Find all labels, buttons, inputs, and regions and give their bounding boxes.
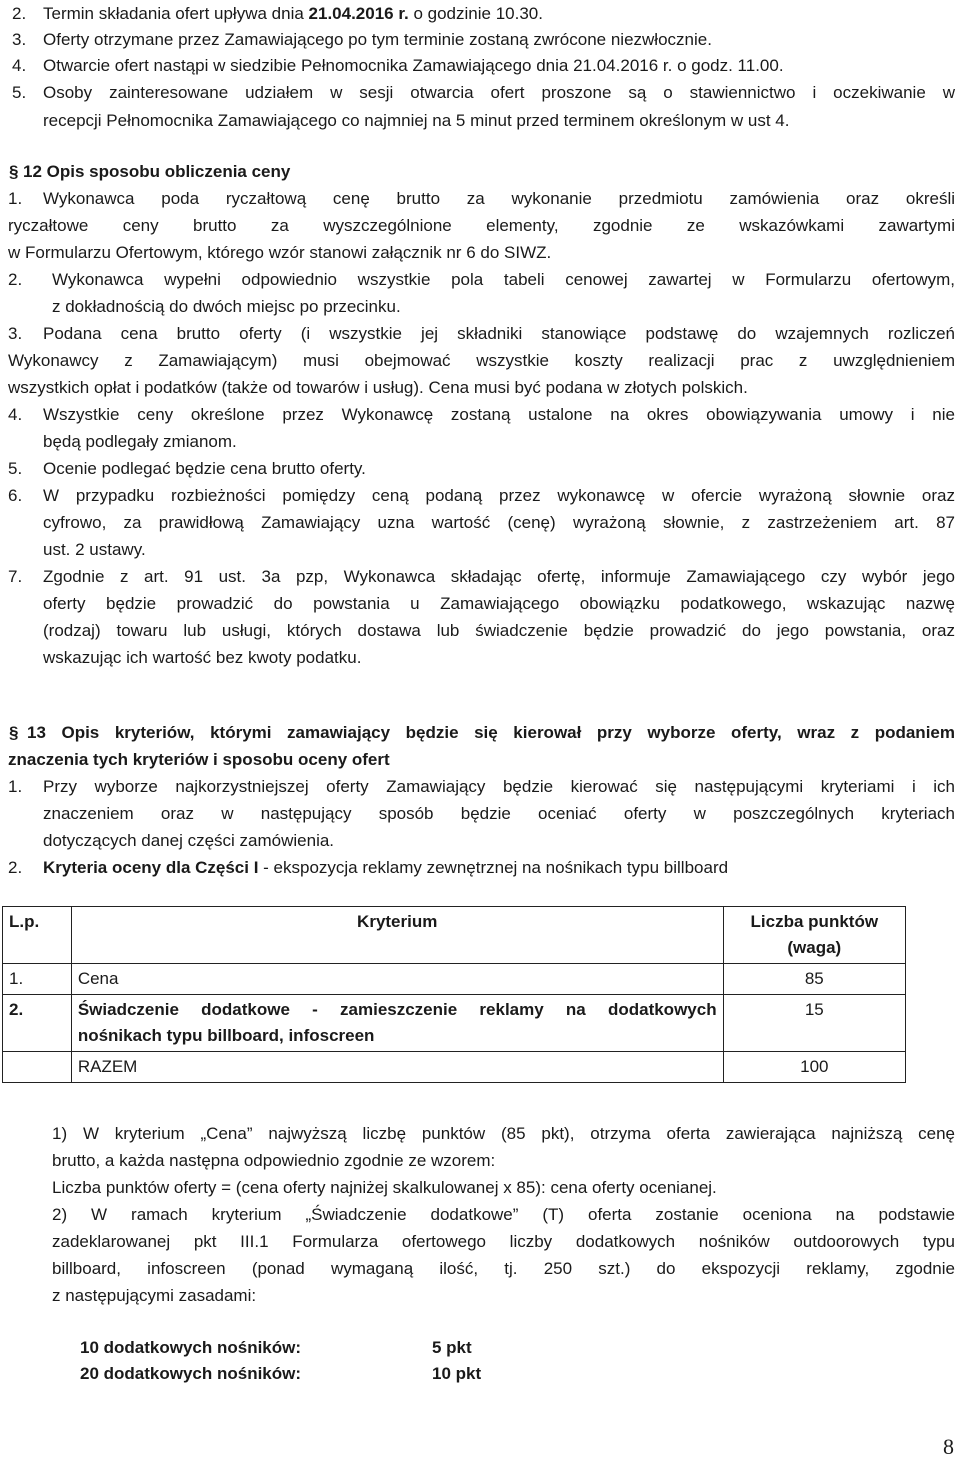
list-number: 6. (8, 486, 23, 505)
note-text: z następującymi zasadami: (52, 1286, 257, 1305)
list-item-text: Osoby zainteresowane udziałem w sesji otwarcia ofert proszone są o stawiennictwo i oczekiwanie w (43, 83, 955, 102)
list-item-text: (rodzaj) towaru lub usługi, których dostawa lub świadczenie będzie prowadzić do jego powstania, oraz (43, 621, 955, 640)
note-text: brutto, a każda następna odpowiednio zgodnie ze wzorem: (52, 1151, 496, 1170)
note-text: 2) W ramach kryterium „Świadczenie dodatkowe” (T) oferta zostanie oceniona na podstawie (52, 1205, 955, 1224)
total-label: RAZEM (71, 1052, 723, 1083)
row-lp: 1. (3, 964, 72, 995)
list-item-text: oferty będzie prowadzić do powstania u Zamawiającego obowiązku podatkowego, wskazując nazwę (43, 594, 955, 613)
list-number: 2. (12, 4, 27, 23)
list-item-text: Otwarcie ofert nastąpi w siedzibie Pełnomocnika Zamawiającego dnia 21.04.2016 r. o godz. 11.00. (43, 56, 784, 75)
header-lp: L.p. (3, 907, 72, 964)
row-points: 15 (723, 995, 905, 1052)
list-item-text: z dokładnością do dwóch miejsc po przecinku. (52, 297, 401, 316)
list-number: 2. (8, 858, 23, 877)
row-lp: 2. (3, 995, 72, 1052)
list-item-text: Wszystkie ceny określone przez Wykonawcę zostaną ustalone na okres obowiązywania umowy i nie (43, 405, 955, 424)
list-item-text: ust. 2 ustawy. (43, 540, 146, 559)
table-total-row (3, 1052, 906, 1083)
list-number: 3. (12, 30, 27, 49)
list-item-text: dotyczących danej części zamówienia. (43, 831, 335, 850)
section-mark-icon: § (9, 162, 19, 181)
list-number: 2. (8, 270, 23, 289)
note-text: zadeklarowanej pkt III.1 Formularza ofertowego liczby dodatkowych nośników outdoorowych typu (52, 1232, 955, 1251)
table-header-row (3, 907, 906, 964)
table-row (3, 995, 906, 1052)
scoring-label: 10 dodatkowych nośników: (80, 1338, 302, 1357)
list-item-text: będą podlegały zmianom. (43, 432, 237, 451)
list-item-text: w Formularzu Ofertowym, którego wzór stanowi załącznik nr 6 do SIWZ. (8, 243, 552, 262)
table-row (3, 964, 906, 995)
list-item-text: znaczeniem oraz w następujący sposób będzie oceniać oferty w poszczególnych kryteriach (43, 804, 955, 823)
note-text: 1) W kryterium „Cena” najwyższą liczbę punktów (85 pkt), otrzyma oferta zawierająca najniższą cenę (52, 1124, 955, 1143)
section-mark-icon: § (9, 723, 19, 742)
list-number: 4. (8, 405, 23, 424)
header-criterion: Kryterium (71, 907, 723, 964)
section-13-heading: 13 Opis kryteriów, którymi zamawiający będzie się kierował przy wyborze oferty, wraz z podaniem (27, 723, 955, 742)
list-item-text: ryczałtowe ceny brutto za wyszczególnione elementy, zgodnie ze wskazówkami zawartymi (8, 216, 955, 235)
list-number: 3. (8, 324, 23, 343)
list-item-text: Oferty otrzymane przez Zamawiającego po tym terminie zostaną zwrócone niezwłocznie. (43, 30, 712, 49)
list-number: 1. (8, 189, 23, 208)
list-item-text: Ocenie podlegać będzie cena brutto oferty. (43, 459, 366, 478)
list-item-text: wskazując ich wartość bez kwoty podatku. (43, 648, 362, 667)
section-13-heading: znaczenia tych kryteriów i sposobu oceny ofert (8, 750, 390, 769)
list-item-text: Wykonawca poda ryczałtową cenę brutto za wykonanie przedmiotu zamówienia oraz określi (43, 189, 955, 208)
list-item-text: Przy wyborze najkorzystniejszej oferty Zamawiający będzie kierować się następującymi kryteriami i ich (43, 777, 955, 796)
list-item-text: recepcji Pełnomocnika Zamawiającego co najmniej na 5 minut przed terminem określonym w ust 4. (43, 111, 790, 130)
deadline-date: 21.04.2016 r. (308, 4, 409, 23)
criteria-caption: Kryteria oceny dla Części I - ekspozycja reklamy zewnętrznej na nośnikach typu billboard (43, 858, 729, 877)
formula-text: Liczba punktów oferty = (cena oferty najniżej skalkulowanej x 85): cena oferty ocenianej. (52, 1178, 717, 1197)
header-points: Liczba punktów (waga) (723, 907, 905, 964)
list-item-text: Wykonawcy z Zamawiającym) musi obejmować wszystkie koszty realizacji prac z uwzględnieniem (8, 351, 955, 370)
criteria-table (2, 906, 906, 1083)
list-item-text: W przypadku rozbieżności pomiędzy ceną podaną przez wykonawcę w ofercie wyrażoną słownie oraz (43, 486, 955, 505)
list-item-text: wszystkich opłat i podatków (także od towarów i usług). Cena musi być podana w złotych polskich. (8, 378, 748, 397)
scoring-points: 10 pkt (432, 1364, 482, 1383)
list-number: 4. (12, 56, 27, 75)
row-criterion: Świadczenie dodatkowe - zamieszczenie reklamy na dodatkowych nośnikach typu billboard, infoscreen (71, 995, 723, 1052)
row-points: 85 (723, 964, 905, 995)
row-lp-empty (3, 1052, 72, 1083)
scoring-points: 5 pkt (432, 1338, 472, 1357)
row-criterion: Cena (71, 964, 723, 995)
list-item-text: Zgodnie z art. 91 ust. 3a pzp, Wykonawca składając ofertę, informuje Zamawiającego czy wybór jego (43, 567, 955, 586)
total-points: 100 (723, 1052, 905, 1083)
section-12-heading: 12 Opis sposobu obliczenia ceny (23, 162, 291, 181)
page-number: 8 (943, 1434, 954, 1459)
scoring-label: 20 dodatkowych nośników: (80, 1364, 302, 1383)
list-item-text: Podana cena brutto oferty (i wszystkie jej składniki stanowiące podstawę do wzajemnych rozliczeń (43, 324, 955, 343)
list-number: 7. (8, 567, 23, 586)
list-number: 5. (12, 83, 27, 102)
list-number: 1. (8, 777, 23, 796)
list-number: 5. (8, 459, 23, 478)
deadline-line: Termin składania ofert upływa dnia 21.04.2016 r. o godzinie 10.30. (43, 4, 543, 23)
list-item-text: Wykonawca wypełni odpowiednio wszystkie pola tabeli cenowej zawartej w Formularzu ofertowym, (52, 270, 955, 289)
note-text: billboard, infoscreen (ponad wymaganą ilość, tj. 250 szt.) do ekspozycji reklamy, zgodnie (52, 1259, 955, 1278)
list-item-text: cyfrowo, za prawidłową Zamawiający uzna wartość (cenę) wyrażoną słownie, z zastrzeżeniem art. 87 (43, 513, 955, 532)
